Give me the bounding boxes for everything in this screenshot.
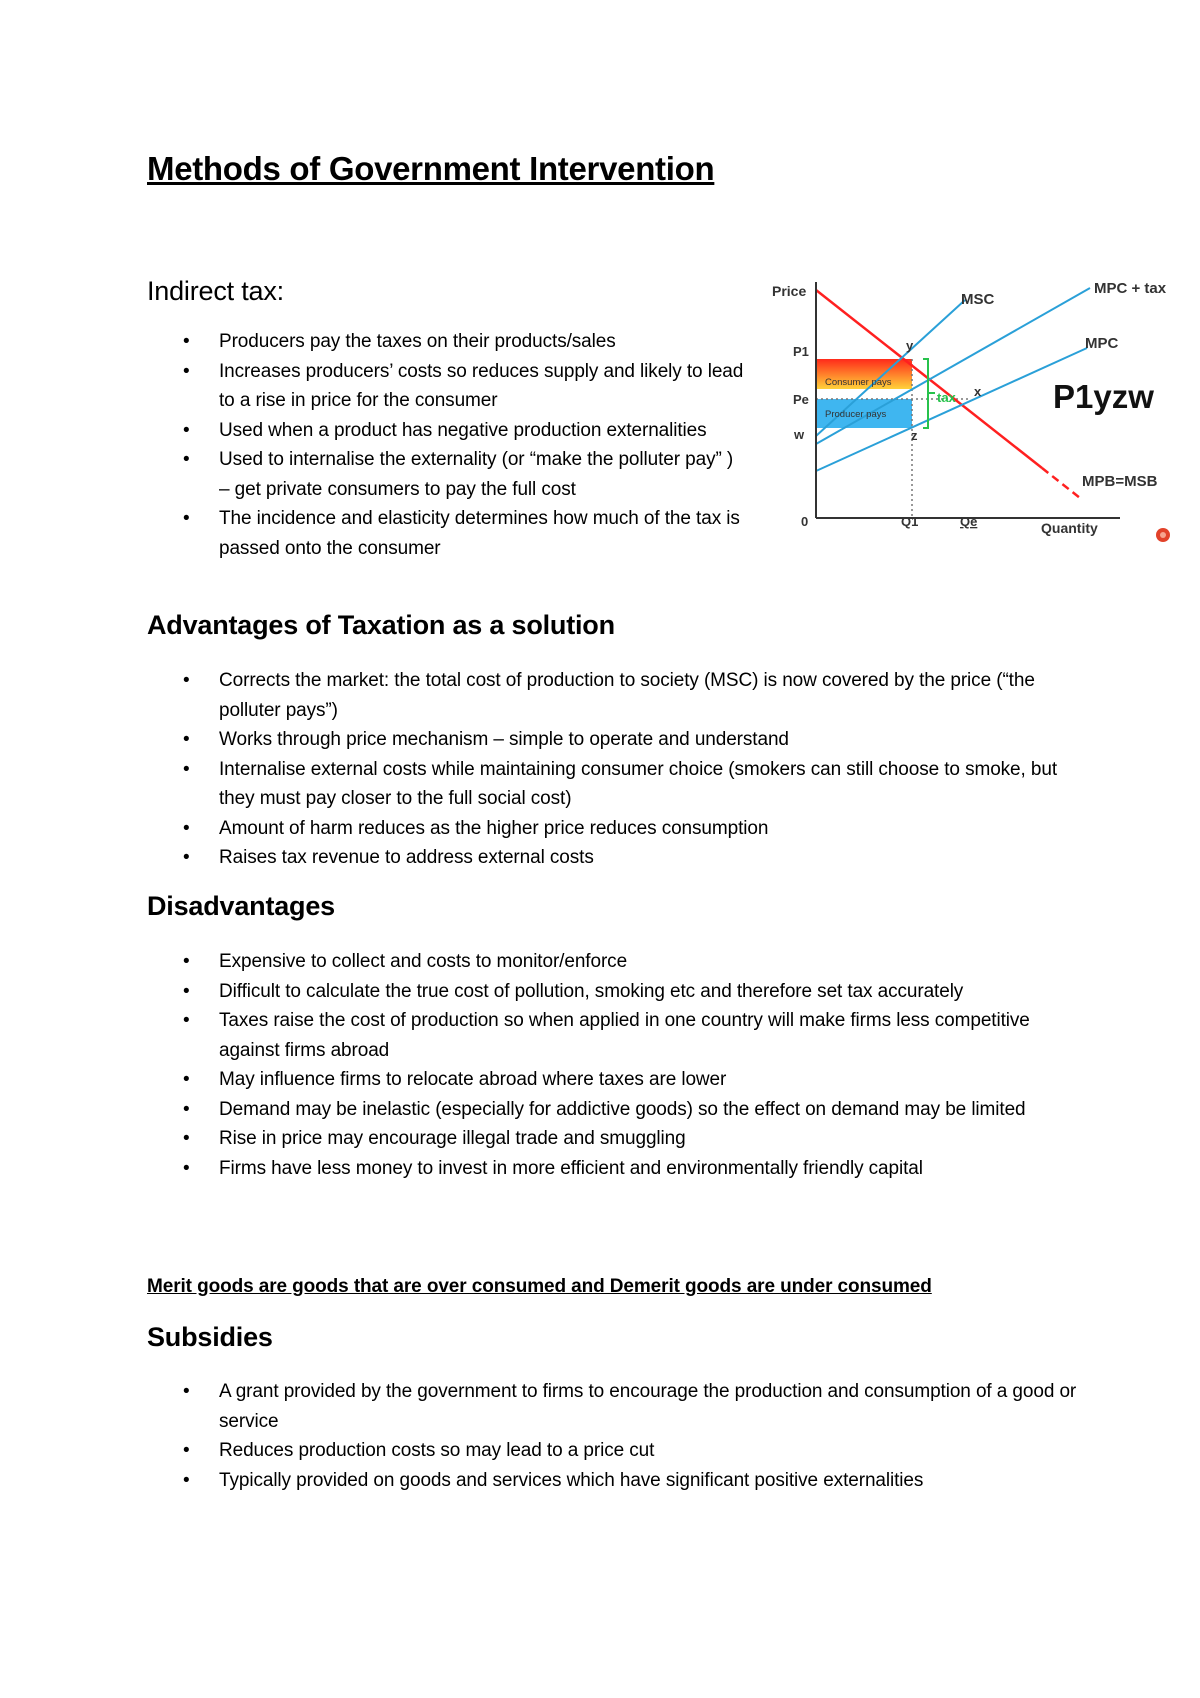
disadvantages-heading: Disadvantages — [147, 891, 335, 921]
advantages-heading: Advantages of Taxation as a solution — [147, 610, 615, 640]
list-item: • Rise in price may encourage illegal trade and smuggling — [147, 1124, 1077, 1154]
list-item: • Expensive to collect and costs to monitor/enforce — [147, 947, 1077, 977]
qe-label: Qe — [960, 514, 978, 529]
list-item: • Raises tax revenue to address external costs — [147, 843, 1077, 873]
point-z-label: z — [911, 428, 918, 443]
tax-bracket — [923, 359, 928, 428]
consumer-pays-label: Consumer pays — [825, 377, 892, 388]
origin-label: 0 — [801, 514, 809, 529]
advantages-list — [147, 666, 1077, 873]
subsidies-list — [147, 1377, 1077, 1495]
list-item: • May influence firms to relocate abroad where taxes are lower — [147, 1065, 1077, 1095]
list-item: • Producers pay the taxes on their products/sales — [147, 327, 747, 357]
mpc-tax-label: MPC + tax — [1094, 280, 1167, 297]
point-y-label: y — [906, 338, 914, 353]
indirect-tax-list — [147, 327, 747, 563]
decorative-dot-inner — [1160, 532, 1166, 538]
list-item: • Internalise external costs while maintaining consumer choice (smokers can still choose to smoke, but they must pay closer to the full social cost) — [147, 755, 1077, 814]
mpb-msb-label: MPB=MSB — [1082, 473, 1158, 490]
tax-label: tax — [937, 390, 956, 405]
list-item: • Corrects the market: the total cost of production to society (MSC) is now covered by the price (“the polluter pays”) — [147, 666, 1077, 725]
list-item: • A grant provided by the government to firms to encourage the production and consumption of a good or service — [147, 1377, 1077, 1436]
tax-diagram — [765, 262, 1185, 562]
list-item: • Works through price mechanism – simple to operate and understand — [147, 725, 1077, 755]
pe-label: Pe — [793, 392, 809, 407]
x-axis-label: Quantity — [1041, 520, 1098, 536]
merit-goods-note: Merit goods are goods that are over consumed and Demerit goods are under consumed — [147, 1276, 932, 1297]
mpb-msb-curve-dashes — [1042, 468, 1080, 498]
page-title: Methods of Government Intervention — [147, 150, 715, 187]
subsidies-heading: Subsidies — [147, 1322, 273, 1352]
producer-pays-label: Producer pays — [825, 409, 887, 420]
disadvantages-list — [147, 947, 1077, 1183]
list-item: • Typically provided on goods and services which have significant positive externalities — [147, 1466, 1077, 1496]
indirect-tax-heading: Indirect tax: — [147, 276, 284, 306]
list-item: • Taxes raise the cost of production so when applied in one country will make firms less competitive against firms abroad — [147, 1006, 1077, 1065]
list-item: • Firms have less money to invest in more efficient and environmentally friendly capital — [147, 1154, 1077, 1184]
w-label: w — [794, 427, 805, 442]
list-item: • The incidence and elasticity determines how much of the tax is passed onto the consumer — [147, 504, 747, 563]
mpc-label: MPC — [1085, 335, 1119, 352]
list-item: • Used when a product has negative production externalities — [147, 416, 747, 446]
q1-label: Q1 — [901, 514, 919, 529]
list-item: • Reduces production costs so may lead to a price cut — [147, 1436, 1077, 1466]
list-item: • Difficult to calculate the true cost of pollution, smoking etc and therefore set tax accurately — [147, 977, 1077, 1007]
list-item: • Used to internalise the externality (or “make the polluter pay” ) – get private consumers to pay the full cost — [147, 445, 747, 504]
list-item: • Increases producers’ costs so reduces supply and likely to lead to a rise in price for the consumer — [147, 357, 747, 416]
list-item: • Amount of harm reduces as the higher price reduces consumption — [147, 814, 1077, 844]
point-x-label: x — [974, 384, 982, 399]
p1yzw-annotation: P1yzw — [1053, 378, 1154, 415]
p1-label: P1 — [793, 344, 809, 359]
msc-label: MSC — [961, 291, 995, 308]
list-item: • Demand may be inelastic (especially for addictive goods) so the effect on demand may be limited — [147, 1095, 1077, 1125]
y-axis-label: Price — [772, 283, 807, 299]
